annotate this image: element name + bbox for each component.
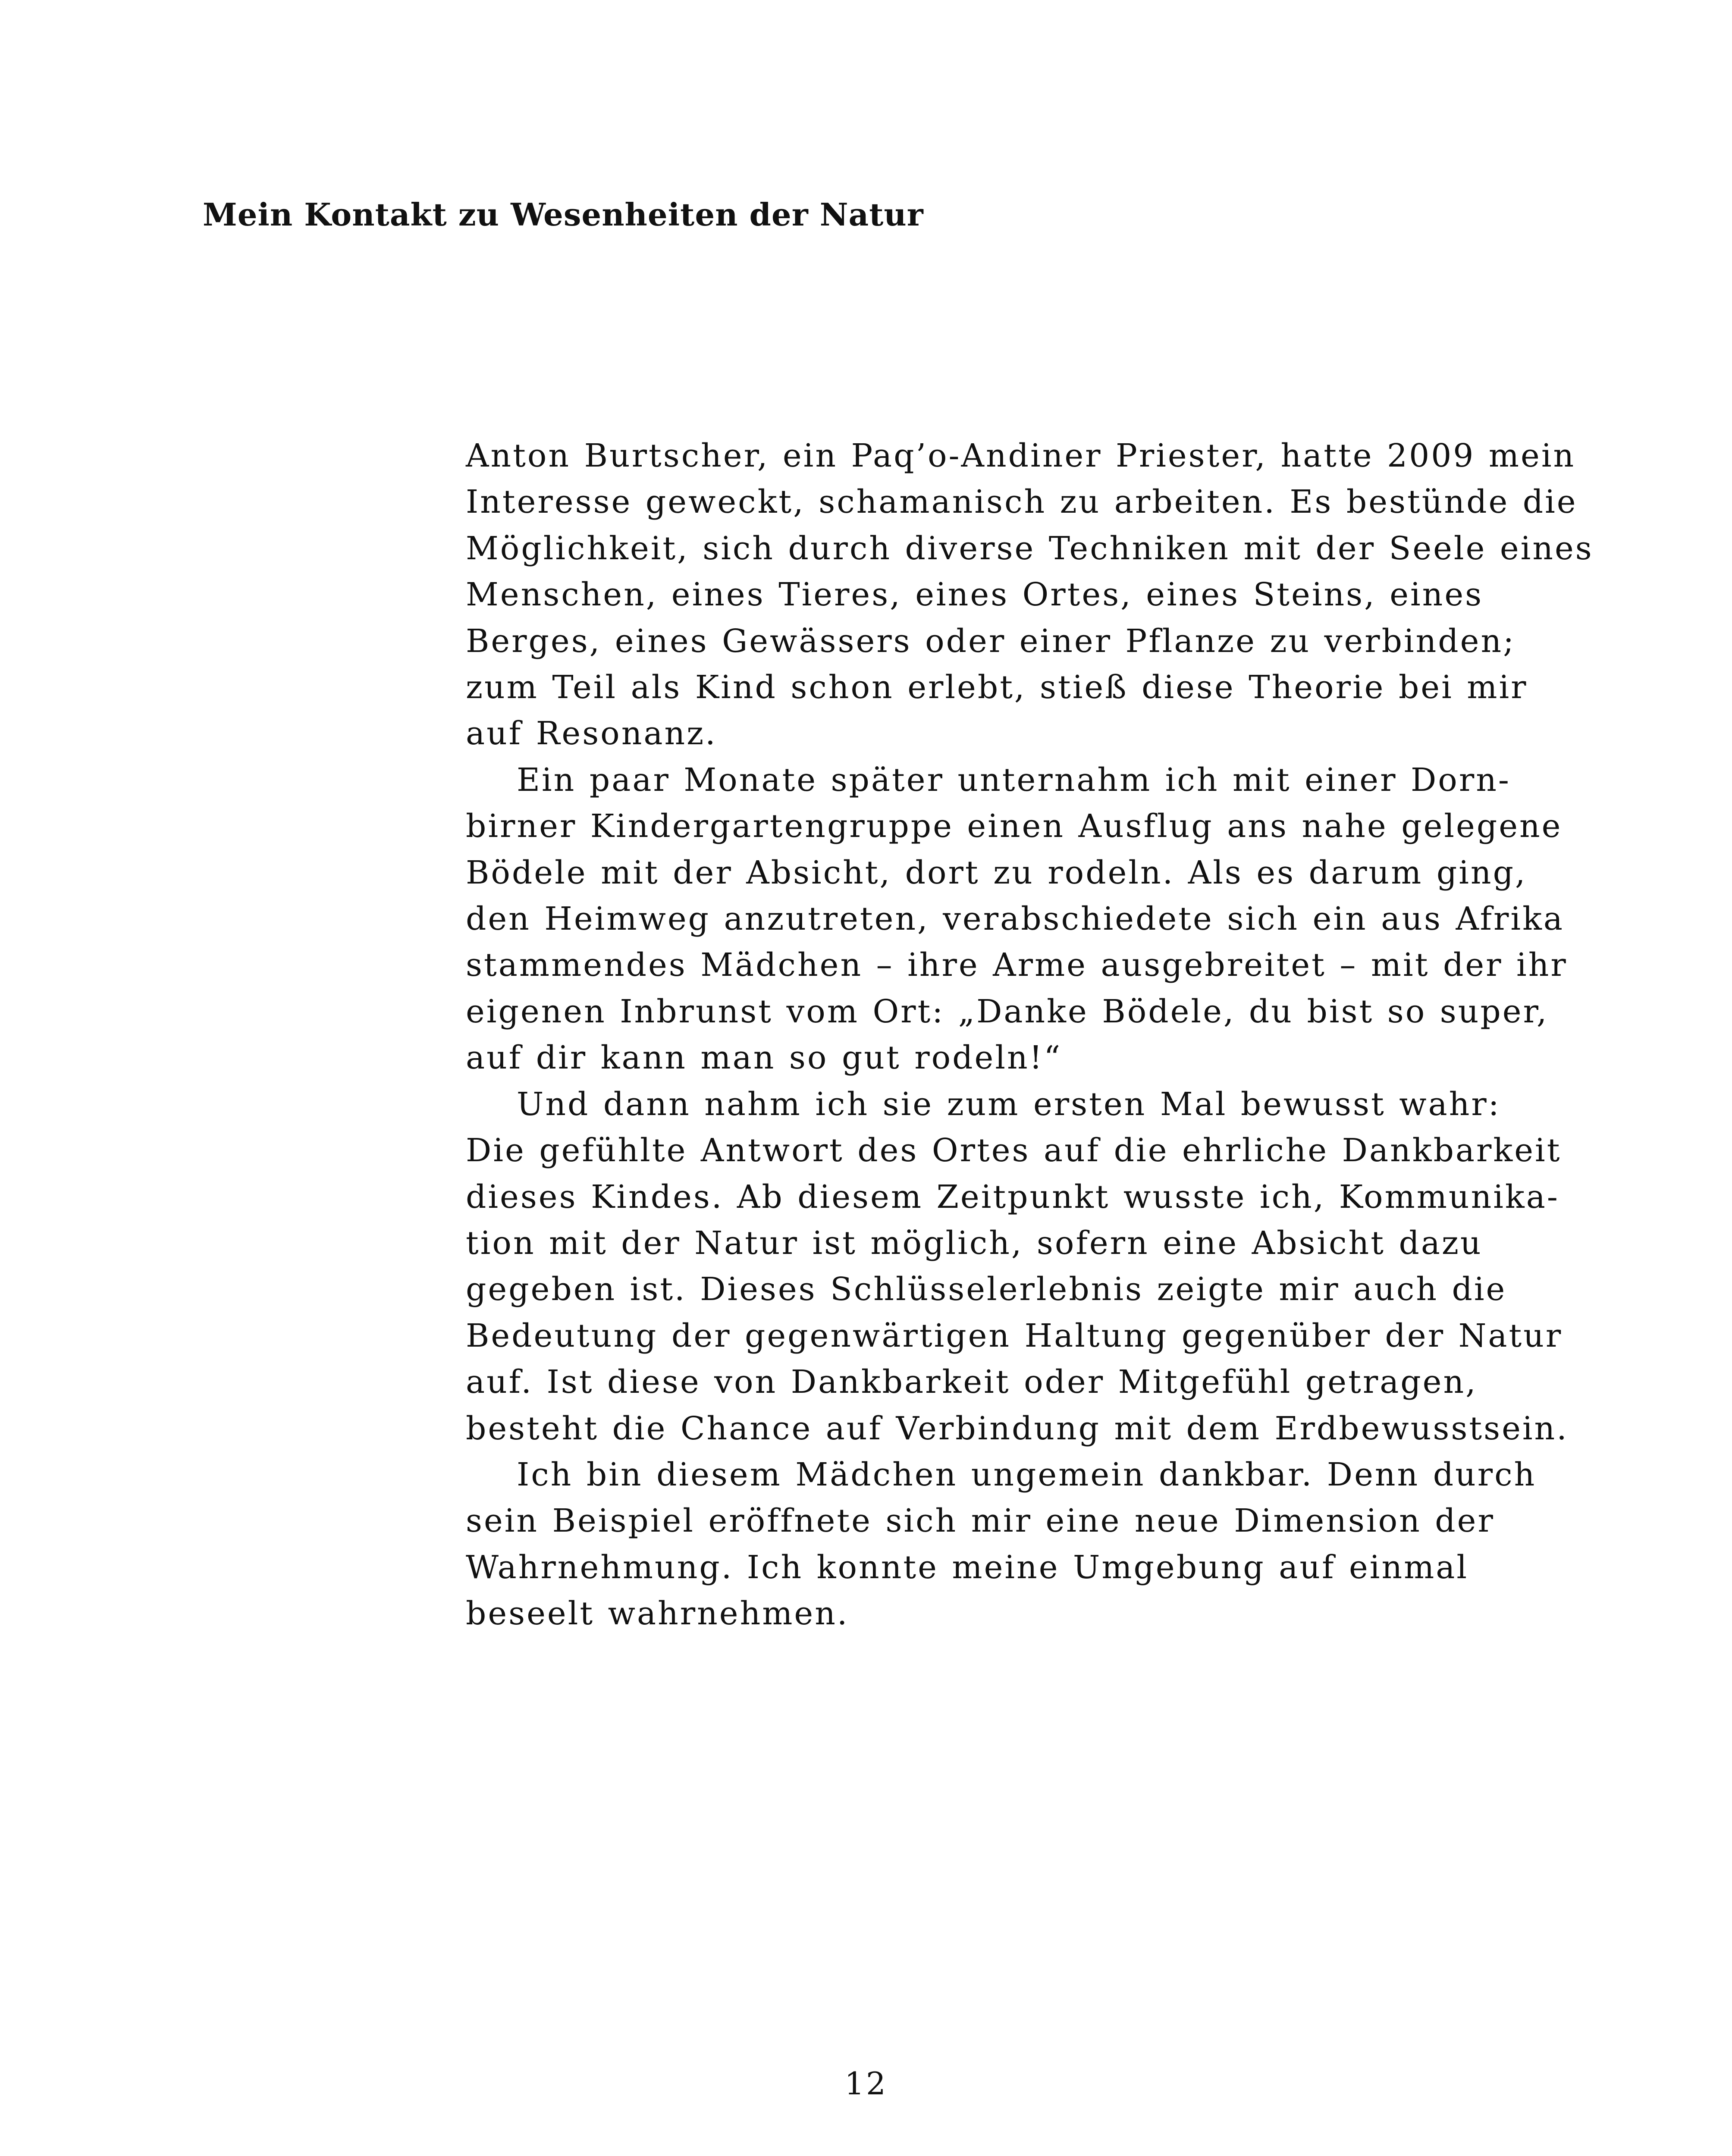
text-line: eigenen Inbrunst vom Ort: „Danke Bödele, du bist so super, [466,993,1549,1030]
text-line: tion mit der Natur ist möglich, sofern eine Absicht dazu [466,1224,1483,1262]
text-line: beseelt wahrnehmen. [466,1595,849,1633]
text-line: stammendes Mädchen – ihre Arme ausgebreitet – mit der ihr [466,946,1568,984]
text-line: dieses Kindes. Ab diesem Zeitpunkt wusste ich, Kommunika- [466,1178,1559,1216]
text-line: auf dir kann man so gut rodeln!“ [466,1039,1062,1077]
text-line: gegeben ist. Dieses Schlüsselerlebnis zeigte mir auch die [466,1271,1507,1308]
text-line-paragraph-start: Ich bin diesem Mädchen ungemein dankbar. Denn durch [517,1456,1537,1493]
text-line: zum Teil als Kind schon erlebt, stieß diese Theorie bei mir [466,669,1528,706]
body-text [466,433,1594,1637]
text-line: Interesse geweckt, schamanisch zu arbeiten. Es bestünde die [466,483,1578,521]
text-line-paragraph-start: Ein paar Monate später unternahm ich mit einer Dorn- [517,761,1511,799]
text-line: Wahrnehmung. Ich konnte meine Umgebung auf einmal [466,1548,1469,1586]
text-line: birner Kindergartengruppe einen Ausflug ans nahe gelegene [466,808,1563,845]
text-line: Anton Burtscher, ein Paq’o-Andiner Priester, hatte 2009 mein [466,437,1576,474]
text-line: besteht die Chance auf Verbindung mit dem Erdbewusstsein. [466,1410,1569,1447]
text-line: den Heimweg anzutreten, verabschiedete sich ein aus Afrika [466,900,1565,938]
text-line-paragraph-start: Und dann nahm ich sie zum ersten Mal bewusst wahr: [517,1085,1501,1123]
text-line: Menschen, eines Tieres, eines Ortes, eines Steins, eines [466,576,1484,614]
running-header-title: Mein Kontakt zu Wesenheiten der Natur [203,196,924,233]
text-line: sein Beispiel eröffnete sich mir eine neue Dimension der [466,1502,1495,1540]
text-line: Die gefühlte Antwort des Ortes auf die ehrliche Dankbarkeit [466,1132,1562,1169]
text-line: Bedeutung der gegenwärtigen Haltung gegenüber der Natur [466,1317,1563,1354]
text-line: auf. Ist diese von Dankbarkeit oder Mitgefühl getragen, [466,1363,1478,1401]
page-number: 12 [844,2065,888,2102]
text-line: Bödele mit der Absicht, dort zu rodeln. Als es darum ging, [466,854,1527,891]
text-line: Möglichkeit, sich durch diverse Techniken mit der Seele eines [466,530,1594,567]
text-line: auf Resonanz. [466,715,717,752]
text-line: Berges, eines Gewässers oder einer Pflanze zu verbinden; [466,622,1516,660]
